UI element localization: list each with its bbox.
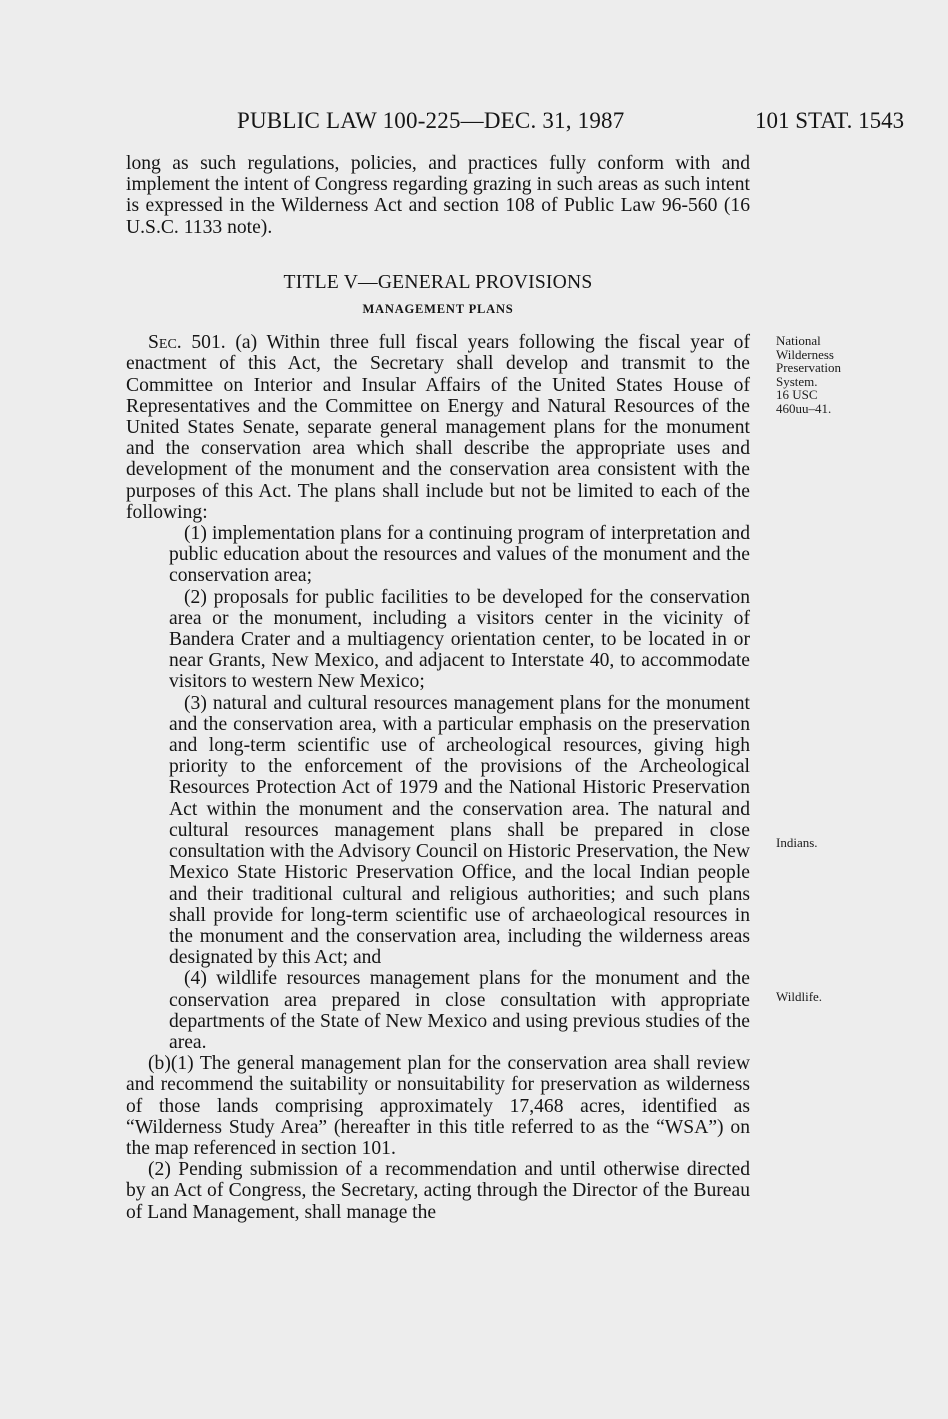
margin-note-line: Wilderness	[776, 346, 834, 362]
paragraph-b2: (2) Pending submission of a recommendation and until otherwise directed by an Act of Congress, the Secretary, acting through the Director of the Bureau of Land Management, shall manage the	[126, 1159, 750, 1223]
title-heading: TITLE V—GENERAL PROVISIONS	[283, 271, 593, 293]
margin-note-line: System.	[776, 373, 818, 389]
list-item: (1) implementation plans for a continuing program of interpretation and public education about the resources and values of the monument and the conservation area;	[169, 523, 750, 587]
paragraph-b1: (b)(1) The general management plan for the conservation area shall review and recommend the suitability or nonsuitability for preservation as wilderness of those lands comprising approximately 17,468 acres, identified as “Wilderness Study Area” (hereafter in this title referred to as the “WSA”) on the map referenced in section 101.	[126, 1053, 750, 1159]
margin-note-line: Preservation	[776, 360, 841, 375]
running-header-title: PUBLIC LAW 100-225—DEC. 31, 1987	[237, 108, 625, 133]
list-item: (4) wildlife resources management plans for the monument and the conservation area prepared in close consultation with appropriate departments of the State of New Mexico and using previous studies of the area.	[169, 968, 750, 1053]
margin-note-indians: Indians.	[776, 835, 818, 850]
margin-note-wildlife: Wildlife.	[776, 989, 823, 1004]
section-501-paragraph	[126, 332, 750, 523]
margin-note-line: 460uu–41.	[776, 400, 832, 416]
margin-note-line: National	[776, 333, 821, 348]
margin-note-wilderness	[776, 334, 841, 415]
list-item: (2) proposals for public facilities to be developed for the conservation area or the monument, including a visitors center in the vicinity of Bandera Crater and a multiagency orientation center, to be located in or near Grants, New Mexico, and adjacent to Interstate 40, to accommodate visitors to western New Mexico;	[169, 586, 750, 693]
intro-paragraph: long as such regulations, policies, and practices fully conform with and implement the intent of Congress regarding grazing in such areas as such intent is expressed in the Wilderness Act and section 108 of Public Law 96-560 (16 U.S.C. 1133 note).	[126, 153, 750, 238]
section-501-text: (a) Within three full fiscal years following the fiscal year of enactment of this Act, the Secretary shall develop and transmit to the Committee on Interior and Insular Affairs of the United States House of Representatives and the Committee on Energy and Natural Resources of the United States Senate, separate general management plans for the monument and the conservation area which shall describe the appropriate uses and development of the monument and the conservation area consistent with the purposes of this Act. The plans shall include but not be limited to each of the following:	[126, 332, 750, 523]
section-label: Sec. 501.	[148, 332, 226, 354]
margin-note-line: 16 USC	[776, 387, 818, 402]
running-header-citation: 101 STAT. 1543	[755, 108, 905, 133]
section-subheading: MANAGEMENT PLANS	[362, 302, 514, 317]
list-item: (3) natural and cultural resources management plans for the monument and the conservation area, with a particular emphasis on the preservation and long-term scientific use of archeological resources, giving high priority to the enforcement of the provisions of the Archeological Resources Protection Act of 1979 and the National Historic Preservation Act within the monument and the conservation area. The natural and cultural resources management plans shall be prepared in close consultation with the Advisory Council on Historic Preservation, the New Mexico State Historic Preservation Office, and the local Indian people and their traditional cultural and religious authorities; and such plans shall provide for long-term scientific use of archaeological resources in the monument and the conservation area, including the wilderness areas designated by this Act; and	[169, 692, 750, 969]
body-text	[126, 153, 750, 1223]
plan-items-list	[126, 523, 750, 1053]
